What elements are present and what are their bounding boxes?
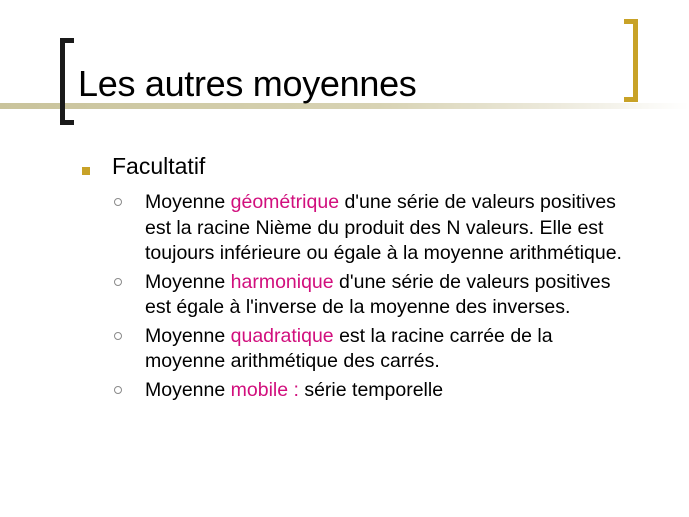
list-item-geometrique [114, 190, 634, 267]
item-term: géométrique [230, 191, 340, 213]
right-bracket-decoration [624, 19, 638, 102]
item-term: harmonique [230, 270, 334, 293]
list-item-mobile [114, 378, 634, 404]
item-text: est la racine carrée de la moyenne arithmétique des carrés. [145, 324, 553, 372]
list-item-quadratique [114, 324, 634, 375]
item-prefix: Moyenne [145, 378, 231, 401]
circle-bullet-icon [114, 332, 122, 340]
item-term: mobile : [230, 378, 299, 401]
square-bullet-icon [82, 167, 90, 175]
bullet-facultatif: Facultatif [112, 153, 206, 179]
item-prefix: Moyenne [145, 324, 231, 347]
item-prefix: Moyenne [145, 191, 231, 213]
list-item-harmonique [114, 270, 634, 321]
item-text: d'une série de valeurs positives est la racine Nième du produit des N valeurs. Elle est toujours inférieure ou égale à la moyenne arithmétique. [145, 191, 622, 264]
sub-bullet-list [114, 190, 634, 403]
left-bracket-decoration [60, 38, 74, 125]
circle-bullet-icon [114, 278, 122, 286]
item-text: d'une série de valeurs positives est égale à l'inverse de la moyenne des inverses. [145, 270, 611, 318]
slide-title: Les autres moyennes [78, 63, 417, 104]
item-prefix: Moyenne [145, 270, 231, 293]
item-text: série temporelle [298, 378, 444, 401]
circle-bullet-icon [114, 386, 122, 394]
item-term: quadratique [230, 324, 334, 347]
circle-bullet-icon [114, 198, 122, 206]
